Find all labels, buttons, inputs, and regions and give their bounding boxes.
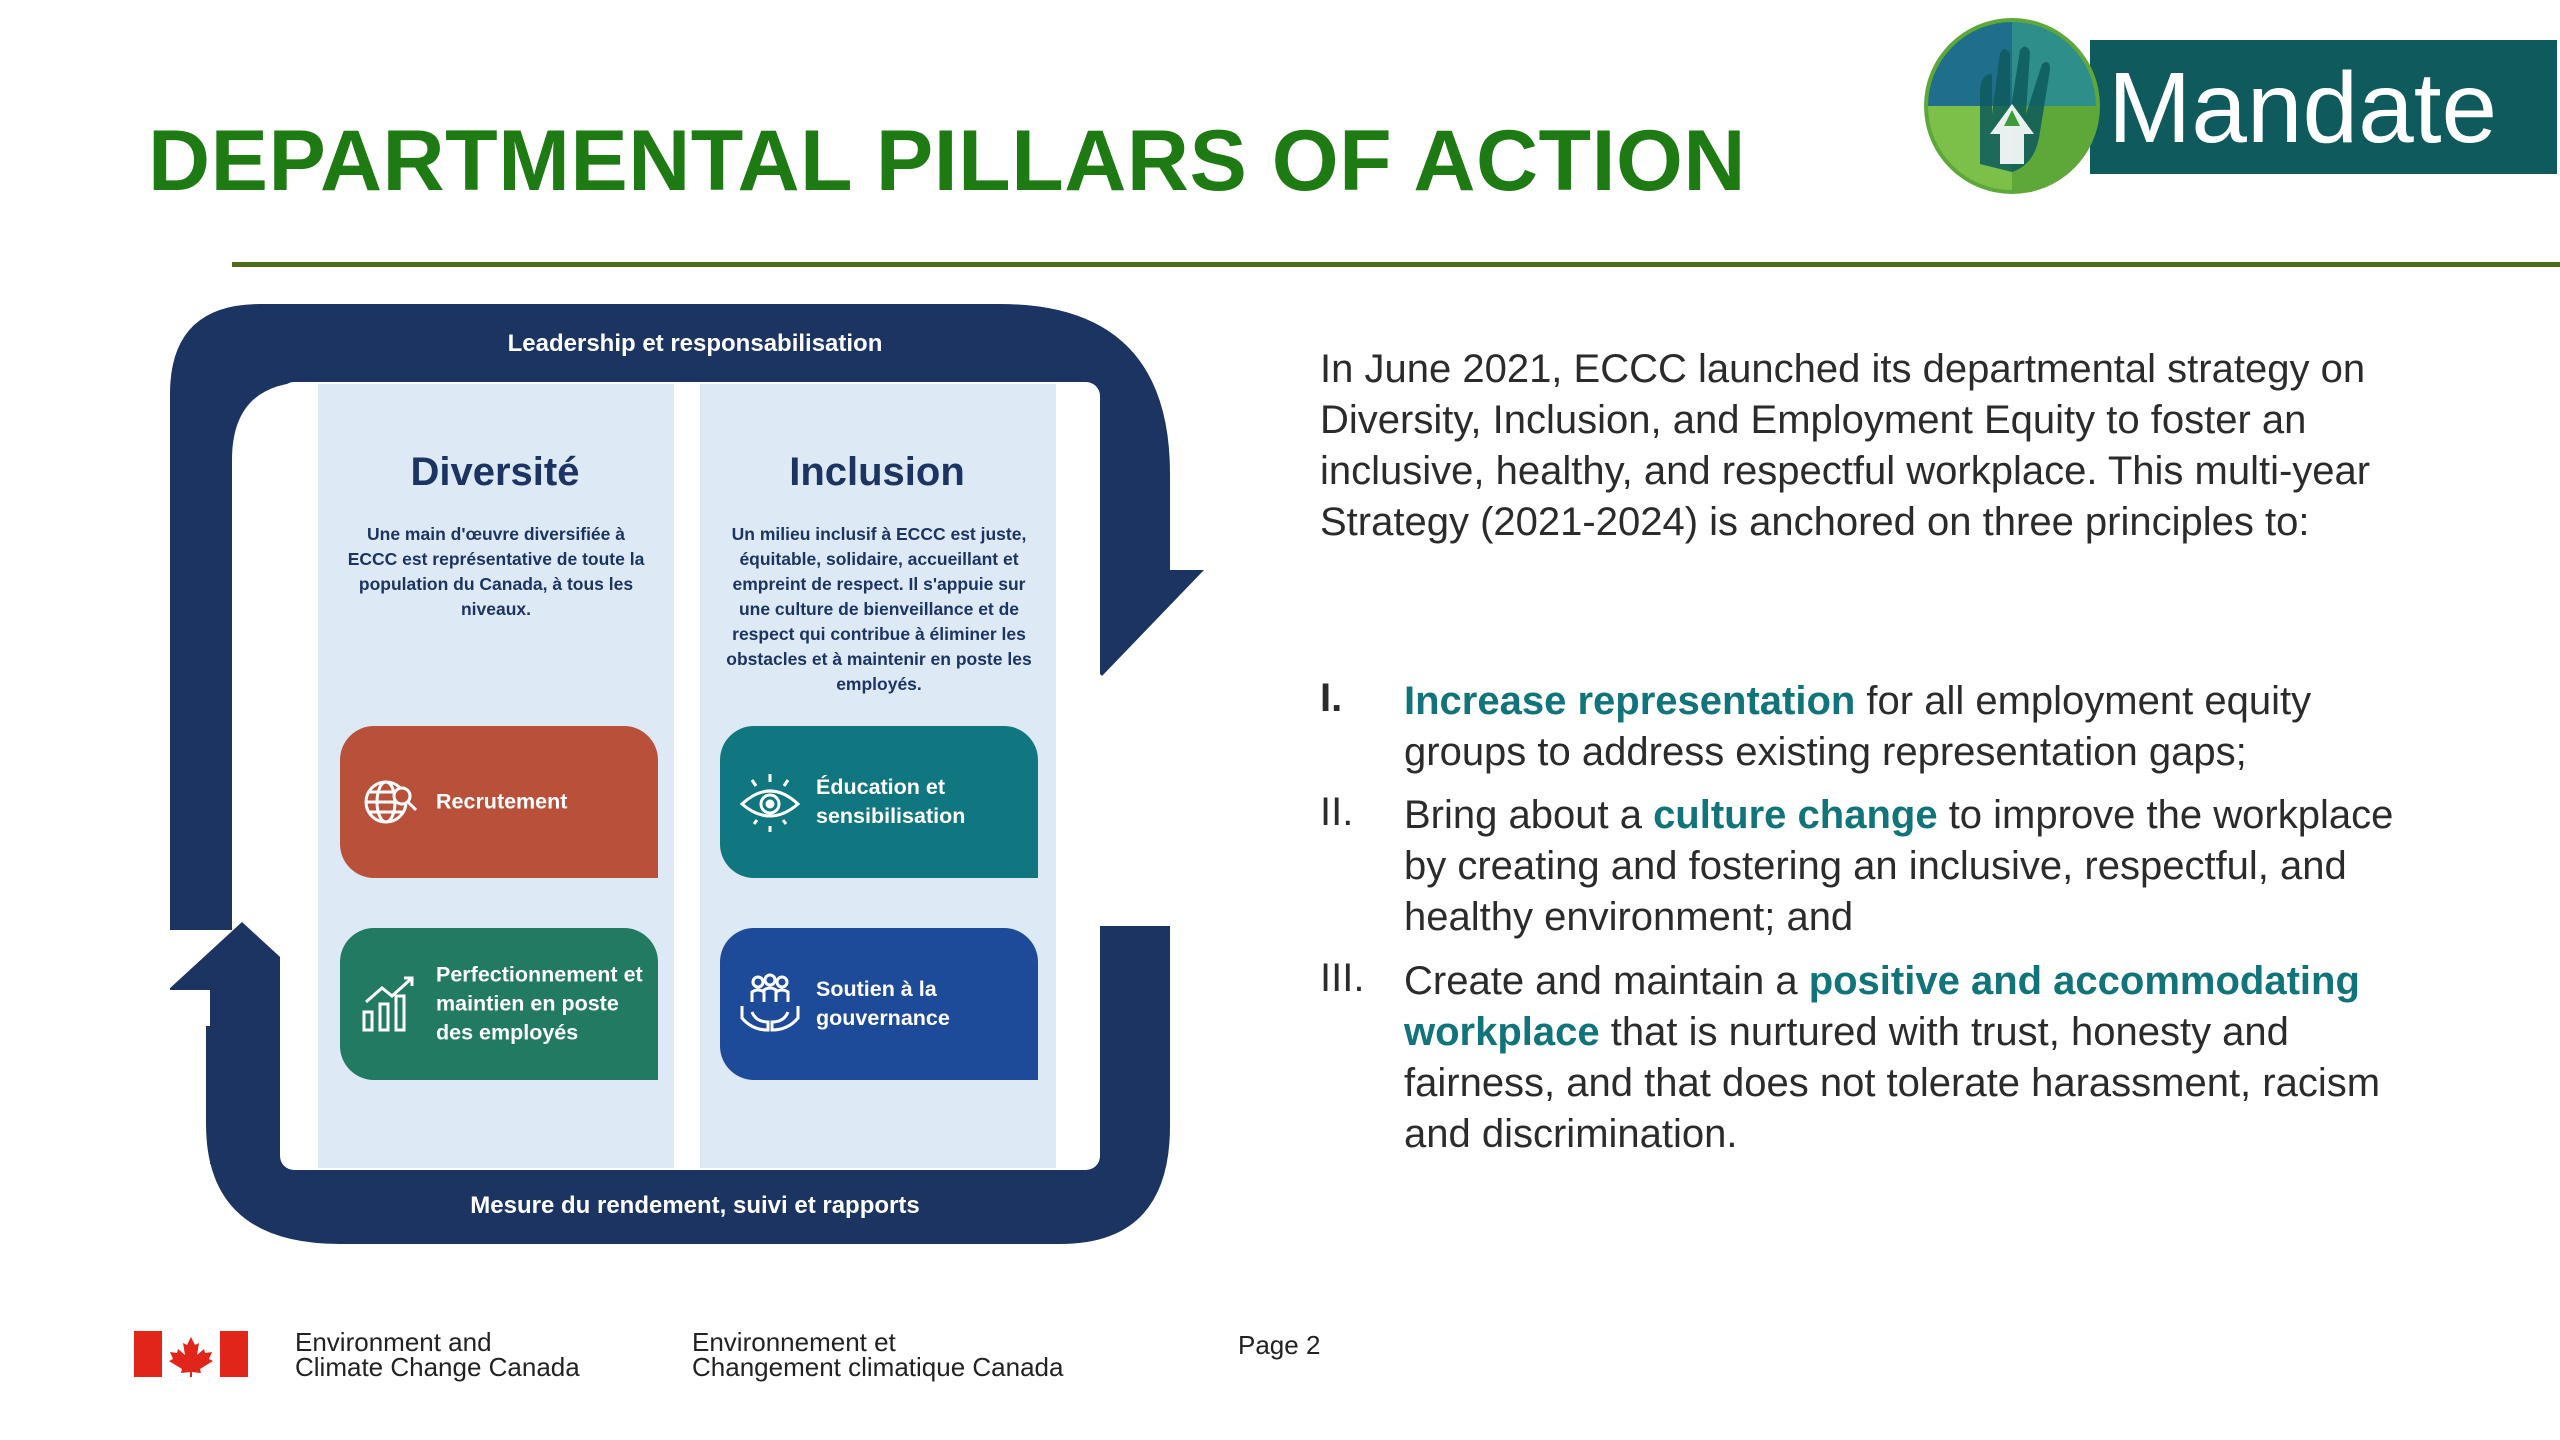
list-item-highlight: culture change	[1653, 793, 1938, 837]
list-item-highlight: positive and accommodating workplace	[1404, 959, 2360, 1054]
footer-french-line2: Changement climatique Canada	[692, 1352, 1064, 1382]
pillar-label: Soutien à la gouvernance	[816, 977, 950, 1030]
title-divider	[232, 262, 2560, 267]
eye-icon	[738, 770, 802, 834]
list-number: III.	[1320, 956, 1365, 1000]
list-number: I.	[1320, 676, 1343, 720]
pillar-label: Recrutement	[436, 789, 568, 814]
footer-english-line2: Climate Change Canada	[295, 1352, 580, 1382]
canada-flag-icon	[134, 1331, 248, 1377]
intro-paragraph: In June 2021, ECCC launched its departmental strategy on Diversity, Inclusion, and Employment Equity to foster an inclusive, healthy, and respectful workplace. This multi-year Strategy (2021-2024) is anchored on three principles to:	[1320, 347, 2371, 544]
globe-search-icon	[358, 770, 422, 834]
bottom-cycle-label: Mesure du rendement, suivi et rapports	[470, 1192, 920, 1219]
hands-people-icon	[738, 972, 802, 1036]
diversite-title: Diversité	[410, 450, 580, 494]
pillar-label: Perfectionnement et maintien en poste des employés	[436, 962, 643, 1045]
inclusion-title: Inclusion	[789, 450, 965, 494]
list-item: Increase representation for all employment equity groups to address existing representation gaps;	[1404, 679, 2312, 774]
diversite-description: Une main d'œuvre diversifiée à ECCC est représentative de toute la population du Canada, à tous les niveaux.	[347, 524, 645, 619]
pillar-education	[720, 726, 1038, 878]
pillar-perfectionnement	[340, 928, 658, 1080]
page-number: Page 2	[1238, 1330, 1321, 1360]
footer-english-line1: Environment and	[295, 1327, 492, 1357]
list-item: Bring about a culture change to improve the workplace by creating and fostering an inclusive, respectful, and healthy environment; and	[1404, 793, 2394, 939]
pillar-gouvernance	[720, 928, 1038, 1080]
top-cycle-label: Leadership et responsabilisation	[507, 330, 883, 357]
pillars-diagram	[170, 300, 1220, 1260]
list-item-highlight: Increase representation	[1404, 679, 1856, 723]
growth-people-icon	[358, 972, 422, 1036]
footer-french-line1: Environnement et	[692, 1327, 896, 1357]
list-number: II.	[1320, 790, 1354, 834]
pillar-recrutement	[340, 726, 658, 878]
mandate-badge-label: Mandate	[2108, 52, 2498, 164]
pillar-label: Éducation et sensibilisation	[816, 775, 966, 828]
cycle-arrows	[170, 300, 1220, 1260]
list-item: Create and maintain a positive and accommodating workplace that is nurtured with trust, honesty and fairness, and that does not tolerate harassment, racism and discrimination.	[1404, 959, 2381, 1156]
inclusion-description: Un milieu inclusif à ECCC est juste, équitable, solidaire, accueillant et empreint de respect. Il s'appuie sur une culture de bienveillance et de respect qui contribue à éliminer les obstacles et à maintenir en poste les employés.	[726, 524, 1032, 694]
mandate-logo-icon	[1920, 14, 2104, 198]
slide-title: DEPARTMENTAL PILLARS OF ACTION	[148, 113, 1746, 209]
